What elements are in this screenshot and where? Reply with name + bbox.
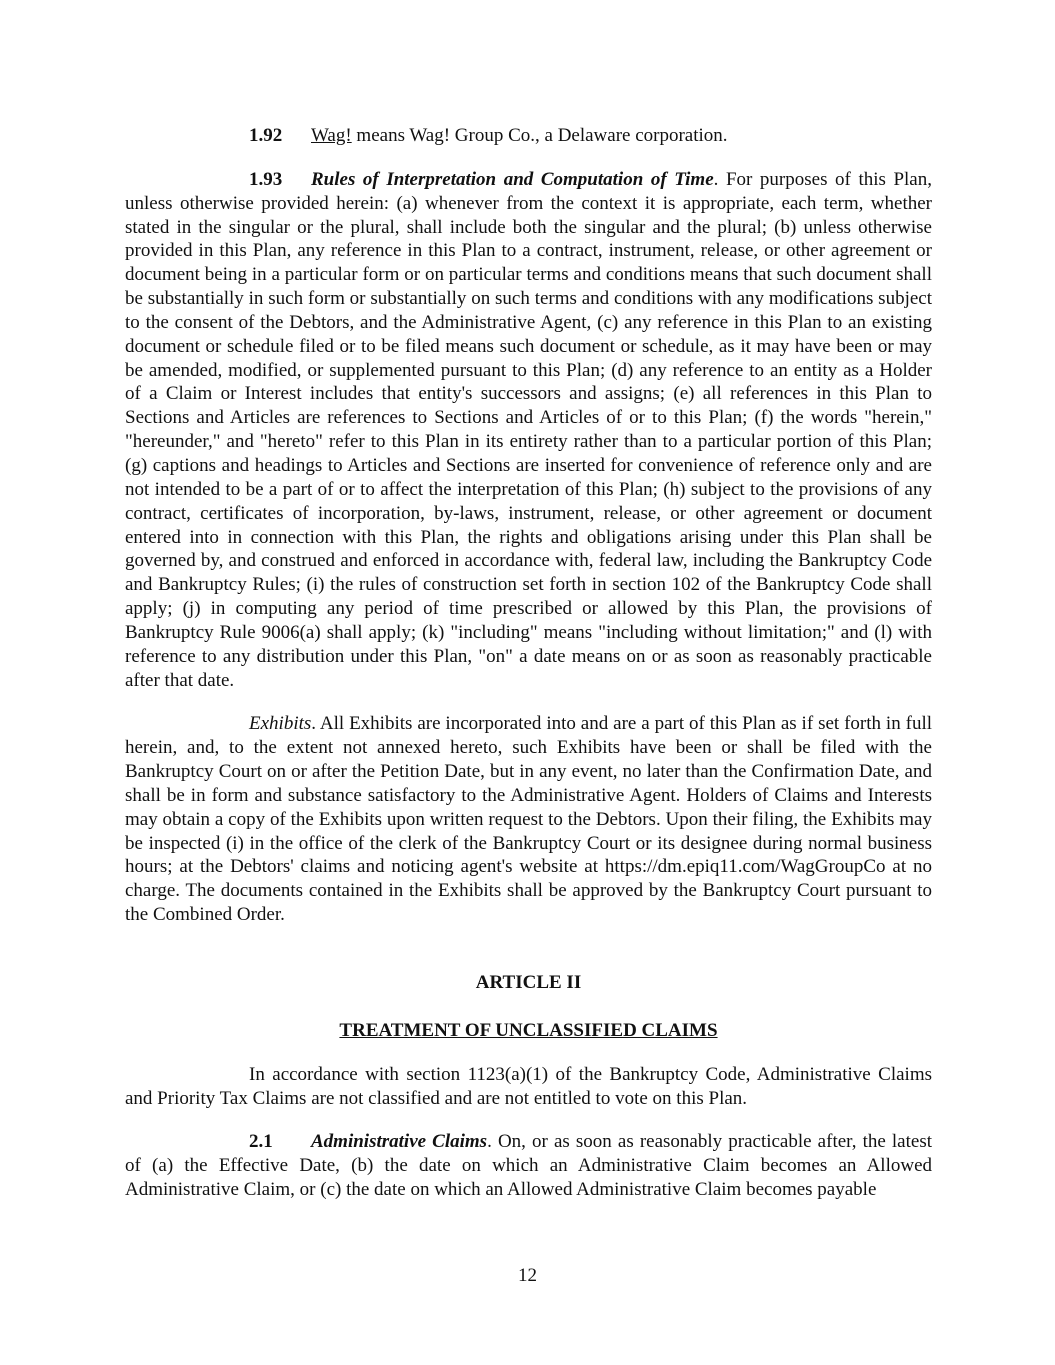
section-title: Administrative Claims xyxy=(311,1131,488,1153)
section-number: 1.93 xyxy=(249,168,283,190)
section-title: Rules of Interpretation and Computation of Time xyxy=(311,168,714,190)
article-intro: In accordance with section 1123(a)(1) of the Bankruptcy Code, Administrative Claims and Priority Tax Claims are not classified and are not entitled to vote on this Plan. xyxy=(125,1063,932,1109)
section-2-1 xyxy=(125,1130,932,1202)
page-number: 12 xyxy=(518,1265,537,1286)
exhibits-paragraph xyxy=(125,712,932,927)
section-text: . On, or as soon as reasonably practicable after, the latest of (a) the Effective Date, (b) the date on which an Administrative Claim becomes an Allowed Administrative Claim, or (c) the date on which an Allowed Administrative Claim becomes payable xyxy=(125,1131,932,1201)
section-number: 2.1 xyxy=(249,1131,273,1153)
section-title: Exhibits xyxy=(249,713,312,735)
section-text: means Wag! Group Co., a Delaware corporation. xyxy=(351,125,728,146)
defined-term: Wag! xyxy=(311,125,352,146)
section-1-92 xyxy=(125,124,932,148)
section-text: . For purposes of this Plan, unless otherwise provided herein: (a) whenever from the context it is appropriate, each term, whether stated in the singular or the plural, shall include both the singular and the plural; (b) unless otherwise provided in this Plan, any reference in this Plan to a contract, instrument, release, or other agreement or document being in a particular form or on particular terms and conditions means that such document shall be substantially in such form or substantially on such terms and conditions with any modifications subject to the consent of the Debtors, and the Administrative Agent, (c) any reference in this Plan to an existing document or schedule filed or to be filed means such document or schedule, as it may have been or may be amended, modified, or supplemented pursuant to this Plan; (d) any reference to an entity as a Holder of a Claim or Interest includes that entity's successors and assigns; (e) all references in this Plan to Sections and Articles are references to Sections and Articles of or to this Plan; (f) the words "herein," "hereunder," and "hereto" refer to this Plan in its entirety rather than to a particular portion of this Plan; (g) captions and headings to Articles and Sections are inserted for convenience of reference only and are not intended to be a part of or to affect the interpretation of this Plan; (h) subject to the provisions of any contract, certificates of incorporation, by-laws, instrument, release, or other agreement or document entered into in connection with this Plan, the rights and obligations arising under this Plan shall be governed by, and construed and enforced in accordance with, federal law, including the Bankruptcy Code and Bankruptcy Rules; (i) the rules of construction set forth in section 102 of the Bankruptcy Code shall apply; (j) in computing any period of time prescribed or allowed by this Plan, the provisions of Bankruptcy Rule 9006(a) shall apply; (k) "including" means "including without limitation;" and (l) with reference to any distribution under this Plan, "on" a date means on or as soon as reasonably practicable after that date. xyxy=(125,168,932,691)
section-number: 1.92 xyxy=(249,125,283,146)
article-subheading: TREATMENT OF UNCLASSIFIED CLAIMS xyxy=(339,1019,718,1041)
article-heading: ARTICLE II xyxy=(475,972,582,993)
section-text: . All Exhibits are incorporated into and are a part of this Plan as if set forth in full herein, and, to the extent not annexed hereto, such Exhibits have been or shall be filed with the Bankruptcy Court on or after the Petition Date, but in any event, no later than the Confirmation Date, and shall be in form and substance satisfactory to the Administrative Agent. Holders of Claims and Interests may obtain a copy of the Exhibits upon written request to the Debtors. Upon their filing, the Exhibits may be inspected (i) in the office of the clerk of the Bankruptcy Court or its designee during normal business hours; at the Debtors' claims and noticing agent's website at https://dm.epiq11.com/WagGroupCo at no charge. The documents contained in the Exhibits shall be approved by the Bankruptcy Court pursuant to the Combined Order. xyxy=(125,713,932,926)
section-1-93 xyxy=(125,168,932,693)
document-page xyxy=(125,124,932,1202)
